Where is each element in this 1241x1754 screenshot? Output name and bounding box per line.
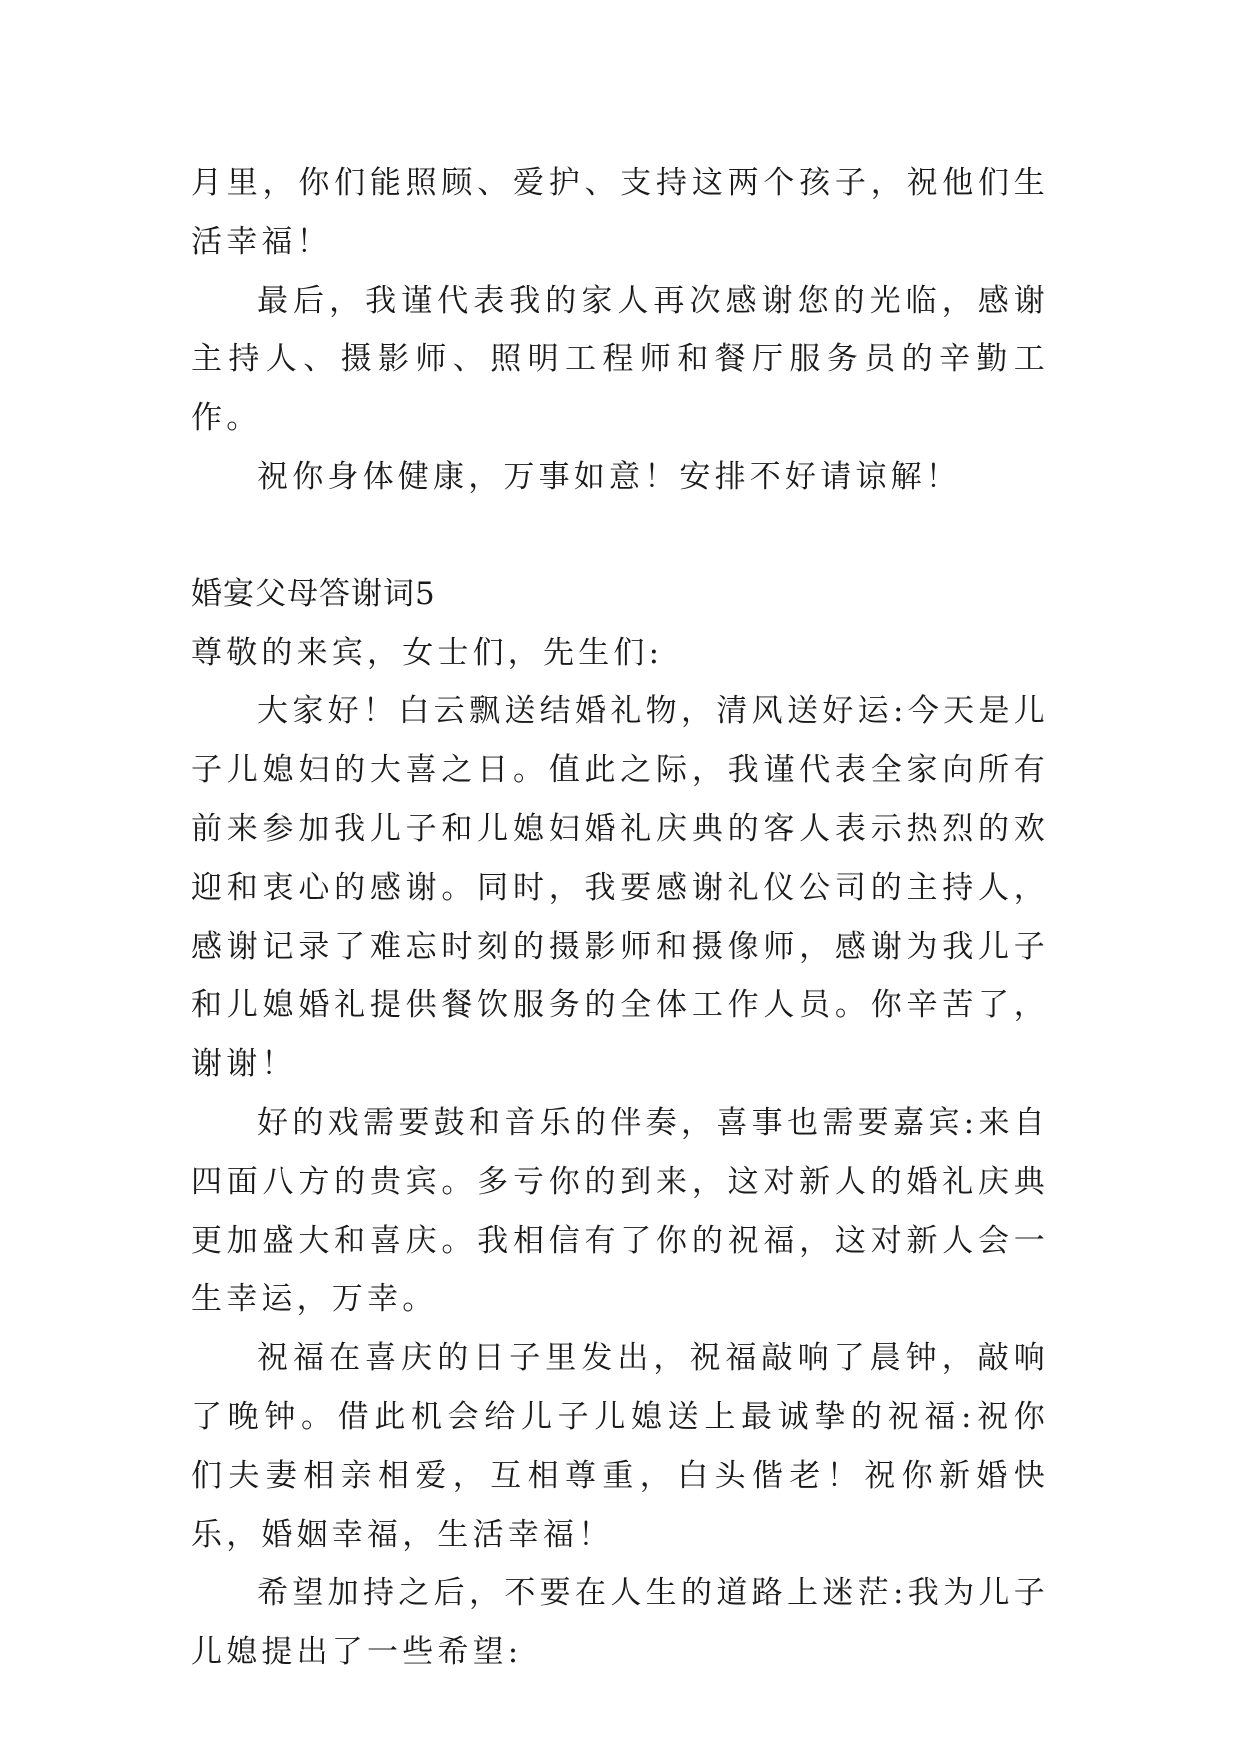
section-spacer: [191, 507, 1049, 565]
paragraph-continuation: 月里，你们能照顾、爱护、支持这两个孩子，祝他们生活幸福！: [191, 165, 1049, 260]
section-title: 婚宴父母答谢词5: [191, 575, 436, 612]
paragraph-welcome: 大家好！白云飘送结婚礼物，清风送好运:今天是儿子儿媳妇的大喜之日。值此之际，我谨代表全家向所有前来参加我儿子和儿媳妇婚礼庆典的客人表示热烈的欢迎和衷心的感谢。同时，我要感谢礼仪公司的主持人，感谢记录了难忘时刻的摄影师和摄像师，感谢为我儿子和儿媳婚礼提供餐饮服务的全体工作人员。你辛苦了，谢谢！: [191, 693, 1049, 1083]
document-body: [191, 154, 1049, 1682]
paragraph-hopes: 希望加持之后，不要在人生的道路上迷茫:我为儿子儿媳提出了一些希望:: [191, 1575, 1049, 1671]
paragraph-guests: 好的戏需要鼓和音乐的伴奏，喜事也需要嘉宾:来自四面八方的贵宾。多亏你的到来，这对新人的婚礼庆典更加盛大和喜庆。我相信有了你的祝福，这对新人会一生幸运，万幸。: [191, 1104, 1049, 1318]
paragraph-thanks-staff: 最后，我谨代表我的家人再次感谢您的光临，感谢主持人、摄影师、照明工程师和餐厅服务员的辛勤工作。: [191, 282, 1049, 437]
paragraph-closing-wish: 祝你身体健康，万事如意！安排不好请谅解！: [257, 458, 961, 495]
paragraph-blessing: 祝福在喜庆的日子里发出，祝福敲响了晨钟，敲响了晚钟。借此机会给儿子儿媳送上最诚挚的祝福:祝你们夫妻相亲相爱，互相尊重，白头偕老！祝你新婚快乐，婚姻幸福，生活幸福！: [191, 1340, 1049, 1553]
salutation: 尊敬的来宾，女士们，先生们:: [191, 634, 664, 671]
